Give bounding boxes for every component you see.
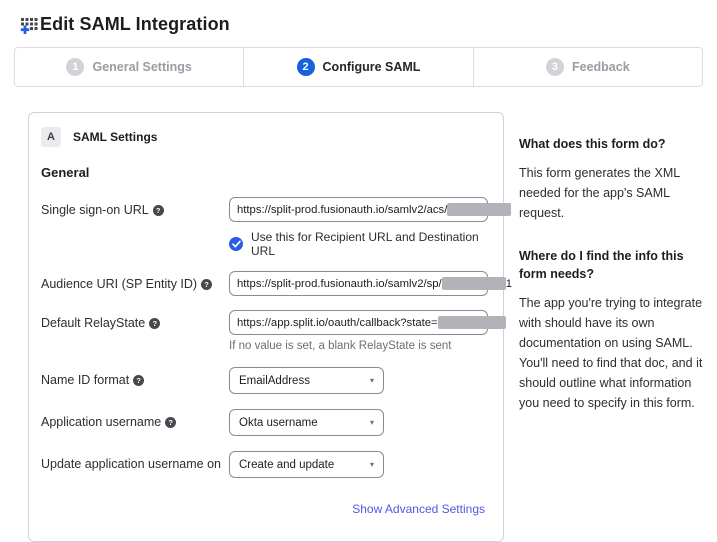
step-label: Configure SAML bbox=[322, 60, 421, 74]
advanced-link-row bbox=[41, 500, 487, 518]
recipient-url-checkbox-row bbox=[229, 230, 487, 258]
sso-url-label: Single sign-on URL ? bbox=[41, 197, 229, 258]
audience-uri-row bbox=[41, 271, 512, 296]
group-title-general: General bbox=[41, 165, 90, 180]
chevron-down-icon: ▾ bbox=[369, 459, 374, 469]
app-username-row bbox=[41, 409, 487, 436]
sidebar-question-1: What does this form do? bbox=[519, 137, 666, 151]
page-header bbox=[0, 0, 717, 45]
step-label: General Settings bbox=[92, 60, 192, 74]
step-configure-saml[interactable] bbox=[243, 48, 472, 86]
name-id-format-label: Name ID format ? bbox=[41, 367, 229, 394]
update-username-select[interactable]: Create and update ▾ bbox=[229, 451, 384, 478]
app-username-control bbox=[229, 409, 487, 436]
name-id-format-select[interactable]: EmailAddress ▾ bbox=[229, 367, 384, 394]
step-number: 2 bbox=[297, 58, 315, 76]
step-general-settings[interactable] bbox=[15, 48, 243, 86]
relay-state-label: Default RelayState ? bbox=[41, 310, 229, 352]
wizard-stepper bbox=[14, 47, 703, 87]
name-id-format-row bbox=[41, 367, 487, 394]
redacted-value bbox=[438, 316, 506, 329]
help-icon[interactable]: ? bbox=[133, 375, 144, 386]
name-id-format-control bbox=[229, 367, 487, 394]
app-username-select[interactable]: Okta username ▾ bbox=[229, 409, 384, 436]
relay-state-input[interactable]: https://app.split.io/oauth/callback?state= bbox=[229, 310, 488, 335]
help-icon[interactable]: ? bbox=[153, 205, 164, 216]
section-head bbox=[41, 127, 487, 147]
content-area bbox=[28, 112, 717, 542]
update-username-label: Update application username on bbox=[41, 457, 221, 471]
audience-uri-control bbox=[229, 271, 512, 296]
page-title: Edit SAML Integration bbox=[40, 14, 230, 34]
sidebar-question-2: Where do I find the info this form needs? bbox=[519, 249, 684, 282]
sso-url-input[interactable]: https://split-prod.fusionauth.io/samlv2/acs/ bbox=[229, 197, 488, 222]
chevron-down-icon: ▾ bbox=[369, 375, 374, 385]
chevron-down-icon: ▾ bbox=[369, 417, 374, 427]
app-grid-plus-icon bbox=[20, 16, 38, 34]
sidebar-answer-2: The app you're trying to integrate with should have its own documentation on using SAML. You'll need to find that doc, and it should outline what information you need to specify in this form. bbox=[519, 296, 703, 411]
audience-uri-label: Audience URI (SP Entity ID) ? bbox=[41, 271, 229, 296]
relay-state-control bbox=[229, 310, 487, 352]
checkbox-checked-icon[interactable] bbox=[229, 237, 243, 251]
app-username-label: Application username ? bbox=[41, 409, 229, 436]
sso-url-control bbox=[229, 197, 487, 258]
help-icon[interactable]: ? bbox=[201, 279, 212, 290]
relay-state-helper: If no value is set, a blank RelayState is sent bbox=[229, 340, 452, 352]
step-number: 1 bbox=[66, 58, 84, 76]
help-icon[interactable]: ? bbox=[165, 417, 176, 428]
section-badge: A bbox=[41, 127, 61, 147]
saml-settings-panel bbox=[28, 112, 512, 542]
redacted-value bbox=[447, 203, 511, 216]
sso-url-row bbox=[41, 197, 487, 258]
step-label: Feedback bbox=[571, 60, 630, 74]
sidebar-answer-1: This form generates the XML needed for the app's SAML request. bbox=[519, 166, 680, 221]
redacted-value bbox=[442, 277, 506, 290]
show-advanced-settings-link[interactable]: Show Advanced Settings bbox=[352, 502, 485, 516]
help-sidebar bbox=[519, 112, 713, 437]
audience-uri-input[interactable]: https://split-prod.fusionauth.io/samlv2/sp/ 1 bbox=[229, 271, 488, 296]
step-number: 3 bbox=[546, 58, 564, 76]
relay-state-row bbox=[41, 310, 487, 352]
help-icon[interactable]: ? bbox=[149, 318, 160, 329]
step-feedback[interactable] bbox=[473, 48, 702, 86]
update-username-row bbox=[41, 451, 487, 478]
section-title: SAML Settings bbox=[73, 130, 158, 144]
recipient-url-checkbox-label: Use this for Recipient URL and Destination URL bbox=[251, 230, 479, 258]
update-username-control bbox=[229, 451, 487, 478]
